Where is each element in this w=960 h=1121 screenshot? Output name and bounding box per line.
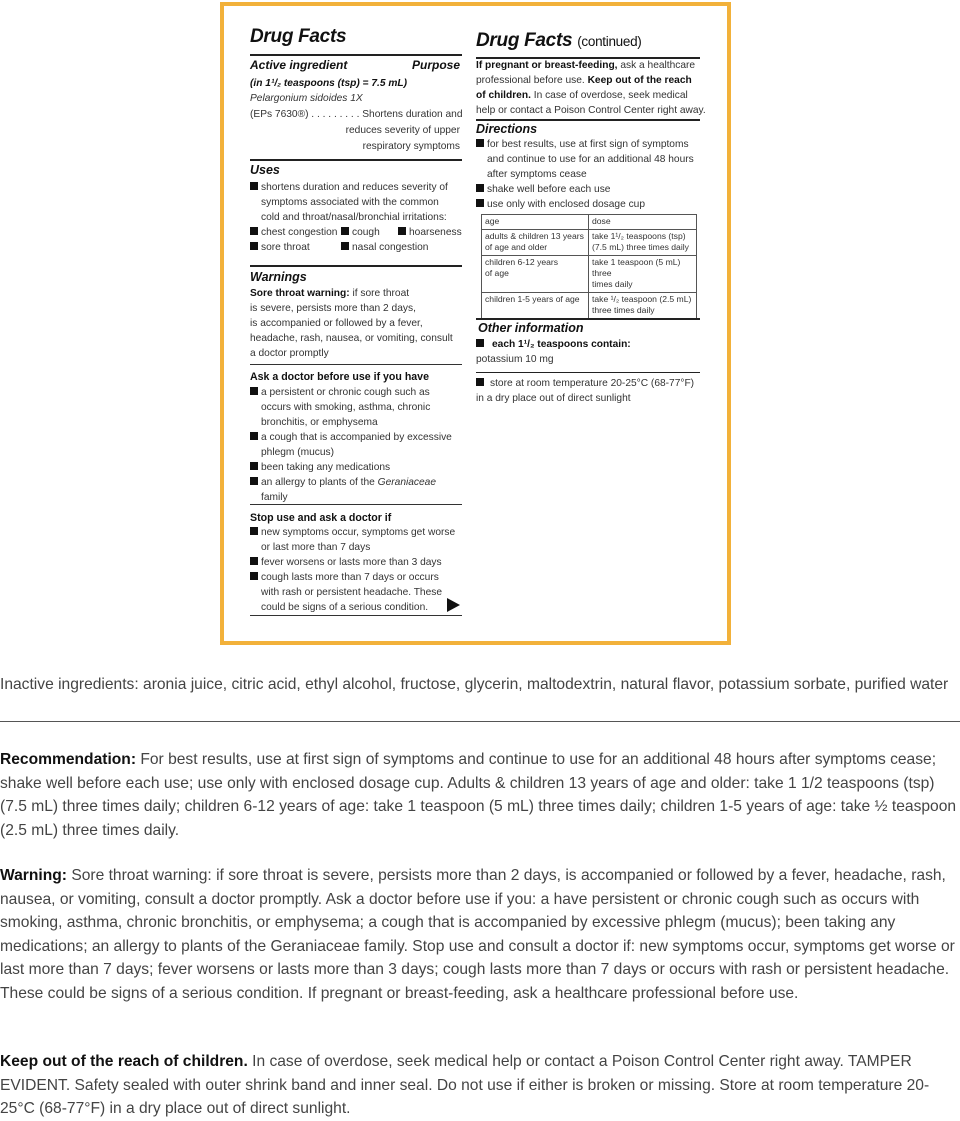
children-label: of children.: [476, 90, 531, 101]
bullet-square: [341, 242, 349, 250]
ask-item: a cough that is accompanied by excessive: [261, 432, 452, 443]
active-ingredient-header: [250, 58, 460, 72]
stop-item: cough lasts more than 7 days or occurs: [261, 572, 439, 583]
bullet-square: [250, 477, 258, 485]
allergy-text: an allergy to plants of the: [261, 477, 378, 488]
table-cell-age: [482, 256, 589, 293]
continue-arrow-icon: [447, 598, 460, 612]
cell-line: take 1 teaspoon (5 mL) three: [592, 257, 681, 278]
bullet-square: [250, 242, 258, 250]
bullet-square: [250, 182, 258, 190]
symptom-cough: cough: [352, 227, 380, 238]
stop-item: fever worsens or lasts more than 3 days: [261, 557, 442, 568]
bullet-square: [250, 557, 258, 565]
stop-item-cont: could be signs of a serious condition.: [261, 602, 429, 613]
cell-line: of age and older: [485, 242, 548, 252]
warning-label: Warning:: [0, 867, 67, 884]
cell-line: times daily: [592, 279, 633, 289]
purpose-line-3: respiratory symptoms: [362, 141, 460, 152]
bullet-square: [476, 139, 484, 147]
uses-rule: [250, 159, 462, 161]
sore-throat-line: is severe, persists more than 2 days,: [250, 303, 416, 314]
warning-paragraph: [0, 864, 960, 1006]
allergy-family: Geraniaceae: [377, 477, 437, 488]
bullet-square: [476, 184, 484, 192]
directions-rule: [476, 119, 700, 121]
ask-item-cont: phlegm (mucus): [261, 447, 335, 458]
ask-doctor-rule: [250, 364, 462, 365]
pregnant-label: If pregnant or breast-feeding,: [476, 60, 618, 71]
cell-line: adults & children 13 years: [485, 231, 584, 241]
ask-item-cont: occurs with smoking, asthma, chronic: [261, 402, 431, 413]
store-line-1: store at room temperature 20-25°C (68-77°F): [490, 378, 695, 389]
table-header-dose: dose: [589, 215, 697, 230]
bullet-square: [250, 432, 258, 440]
ask-item: a persistent or chronic cough such as: [261, 387, 430, 398]
warnings-rule: [250, 265, 462, 267]
overdose-text: In case of overdose, seek medical: [530, 90, 688, 101]
continued-arrow-wrap: [250, 596, 462, 612]
direction-item: for best results, use at first sign of symptoms: [487, 139, 689, 150]
bullet-square: [398, 227, 406, 235]
stop-item-cont: or last more than 7 days: [261, 542, 371, 553]
stop-item-cont: with rash or persistent headache. These: [261, 587, 443, 598]
storage-rule: [476, 372, 700, 373]
sore-throat-line: is accompanied or followed by a fever,: [250, 318, 423, 329]
keep-out-paragraph: [0, 1050, 960, 1121]
keep-out-label: Keep out of the reach: [587, 75, 692, 86]
direction-item-cont: after symptoms cease: [487, 169, 587, 180]
ask-doctor-list: [250, 385, 462, 505]
cell-line: children 6-12 years: [485, 257, 559, 267]
dosage-table: [481, 214, 697, 319]
store-line-2: in a dry place out of direct sunlight: [476, 393, 631, 404]
potassium-amount: potassium 10 mg: [476, 354, 554, 365]
cell-line: children 1-5 years of age: [485, 294, 580, 304]
bottom-rule: [250, 615, 462, 616]
cell-line: take ¹/₂ teaspoon (2.5 mL): [592, 294, 692, 304]
continued-suffix: (continued): [577, 34, 642, 49]
table-cell-age: [482, 293, 589, 319]
uses-head: Uses: [250, 163, 280, 177]
bullet-square: [250, 462, 258, 470]
recommendation-label: Recommendation:: [0, 751, 137, 768]
ingredient-purpose-line: (EPs 7630®) . . . . . . . . . Shortens duration and: [250, 109, 463, 120]
table-cell-age: [482, 230, 589, 256]
bullet-square: [476, 378, 484, 386]
table-header-row: [482, 215, 697, 230]
cell-line: of age: [485, 268, 509, 278]
title-rule: [250, 54, 462, 56]
table-header-age: age: [482, 215, 589, 230]
table-cell-dose: [589, 293, 697, 319]
bullet-square: [250, 527, 258, 535]
direction-item-cont: and continue to use for an additional 48 hours: [487, 154, 694, 165]
bullet-square: [250, 227, 258, 235]
drug-facts-title: Drug Facts: [250, 26, 347, 47]
ask-item-cont: bronchitis, or emphysema: [261, 417, 378, 428]
inactive-ingredients: Inactive ingredients: aronia juice, citric acid, ethyl alcohol, fructose, glycerin, maltodextrin, natural flavor, potassium sorbate, purified water: [0, 676, 949, 693]
drug-facts-label: [220, 2, 731, 645]
keep-out-text: In case of overdose, seek medical help or contact a Poison Control Center right away. TAMPER EVIDENT. Safety sealed with outer shrink band and inner seal. Do not use if either is broken or missing. Store at room temperature 20-25°C (68-77°F) in a dry place out of direct sunlight.: [0, 1053, 930, 1118]
ask-doctor-head: Ask a doctor before use if you have: [250, 371, 429, 383]
symptom-nasal-congestion: nasal congestion: [352, 242, 429, 253]
direction-item: shake well before each use: [487, 184, 611, 195]
bullet-square: [250, 572, 258, 580]
warning-text: Sore throat warning: if sore throat is severe, persists more than 2 days, is accompanied or followed by a fever, headache, rash, nausea, or vomiting, consult a doctor promptly. Ask a doctor before use if you: a have persistent or chronic cough such as occurs with smoking, asthma, chronic bronchitis, or emphysema; a cough that is accompanied by excessive phlegm (mucus); been taking any medications; an allergy to plants of the Geraniaceae family. Stop use and consult a doctor if: new symptoms occur, symptoms get worse or last more than 7 days; fever worsens or lasts more than 3 days; cough lasts more than 7 days or occurs with rash or persistent headache. These could be signs of a serious condition. If pregnant or breast-feeding, ask a healthcare professional before use.: [0, 867, 955, 1002]
ingredient-name: Pelargonium sidoides 1X: [250, 93, 363, 104]
drug-facts-title-text: Drug Facts: [476, 30, 573, 51]
drug-facts-continued-title: [476, 30, 641, 52]
ask-item: been taking any medications: [261, 462, 391, 473]
purpose-line-2: reduces severity of upper: [345, 125, 460, 136]
sore-throat-warning-label: Sore throat warning:: [250, 288, 350, 299]
uses-line-2: symptoms associated with the common: [261, 197, 439, 208]
sore-throat-warning: [250, 286, 462, 361]
uses-line-3: cold and throat/nasal/bronchial irritations:: [261, 212, 447, 223]
uses-line-1: shortens duration and reduces severity of: [261, 182, 448, 193]
table-row: [482, 256, 697, 293]
stop-item: new symptoms occur, symptoms get worse: [261, 527, 456, 538]
recommendation-text: For best results, use at first sign of symptoms and continue to use for an additional 48 hours after symptoms cease; shake well before each use; use only with enclosed dosage cup. Adults & children 13 years of age and older: take 1 1/2 teaspoons (tsp) (7.5 mL) three times daily; children 6-12 years of age: take 1 teaspoon (5 mL) three times daily; children 1-5 years of age: take ½ teaspoon (2.5 mL) three times daily.: [0, 751, 957, 839]
purpose-head: Purpose: [411, 58, 460, 72]
recommendation-paragraph: [0, 748, 960, 842]
sore-throat-line: headache, rash, nausea, or vomiting, consult: [250, 333, 453, 344]
other-info-head: Other information: [478, 321, 584, 335]
each-contains: each 1¹/₂ teaspoons contain:: [492, 339, 631, 350]
allergy-post: family: [261, 492, 288, 503]
sore-throat-text: if sore throat: [349, 288, 410, 299]
symptoms-row-2: [250, 240, 462, 255]
symptom-chest-congestion: chest congestion: [261, 227, 338, 238]
bullet-square: [476, 199, 484, 207]
warnings-head: Warnings: [250, 270, 307, 284]
keep-out-of-reach-label: Keep out of the reach of children.: [0, 1053, 248, 1070]
sore-throat-line: a doctor promptly: [250, 348, 329, 359]
cell-line: (7.5 mL) three times daily: [592, 242, 689, 252]
direction-item: use only with enclosed dosage cup: [487, 199, 646, 210]
bullet-square: [250, 387, 258, 395]
directions-head: Directions: [476, 122, 538, 136]
table-row: [482, 293, 697, 319]
table-cell-dose: [589, 256, 697, 293]
uses-text: [250, 180, 462, 255]
pregnant-text-2: professional before use.: [476, 75, 588, 86]
symptoms-row-1: [250, 225, 462, 240]
stop-use-head: Stop use and ask a doctor if: [250, 512, 392, 524]
bullet-square: [341, 227, 349, 235]
pregnancy-keep-out: [476, 58, 706, 118]
section-divider: [0, 721, 960, 722]
bullet-square: [476, 339, 484, 347]
stop-use-rule: [250, 504, 462, 505]
symptom-sore-throat: sore throat: [261, 242, 310, 253]
active-ingredient-head: Active ingredient: [250, 58, 348, 72]
other-info-content: [476, 337, 702, 367]
pregnant-text: ask a healthcare: [617, 60, 696, 71]
per-dose-text: (in 1¹/₂ teaspoons (tsp) = 7.5 mL): [250, 78, 408, 89]
symptom-hoarseness: hoarseness: [409, 227, 462, 238]
storage-info: [476, 376, 702, 406]
cell-line: take 1¹/₂ teaspoons (tsp): [592, 231, 686, 241]
directions-list: [476, 137, 702, 212]
table-row: [482, 230, 697, 256]
table-cell-dose: [589, 230, 697, 256]
cell-line: three times daily: [592, 305, 655, 315]
overdose-text-2: help or contact a Poison Control Center right away.: [476, 105, 706, 116]
other-info-rule: [476, 318, 700, 320]
